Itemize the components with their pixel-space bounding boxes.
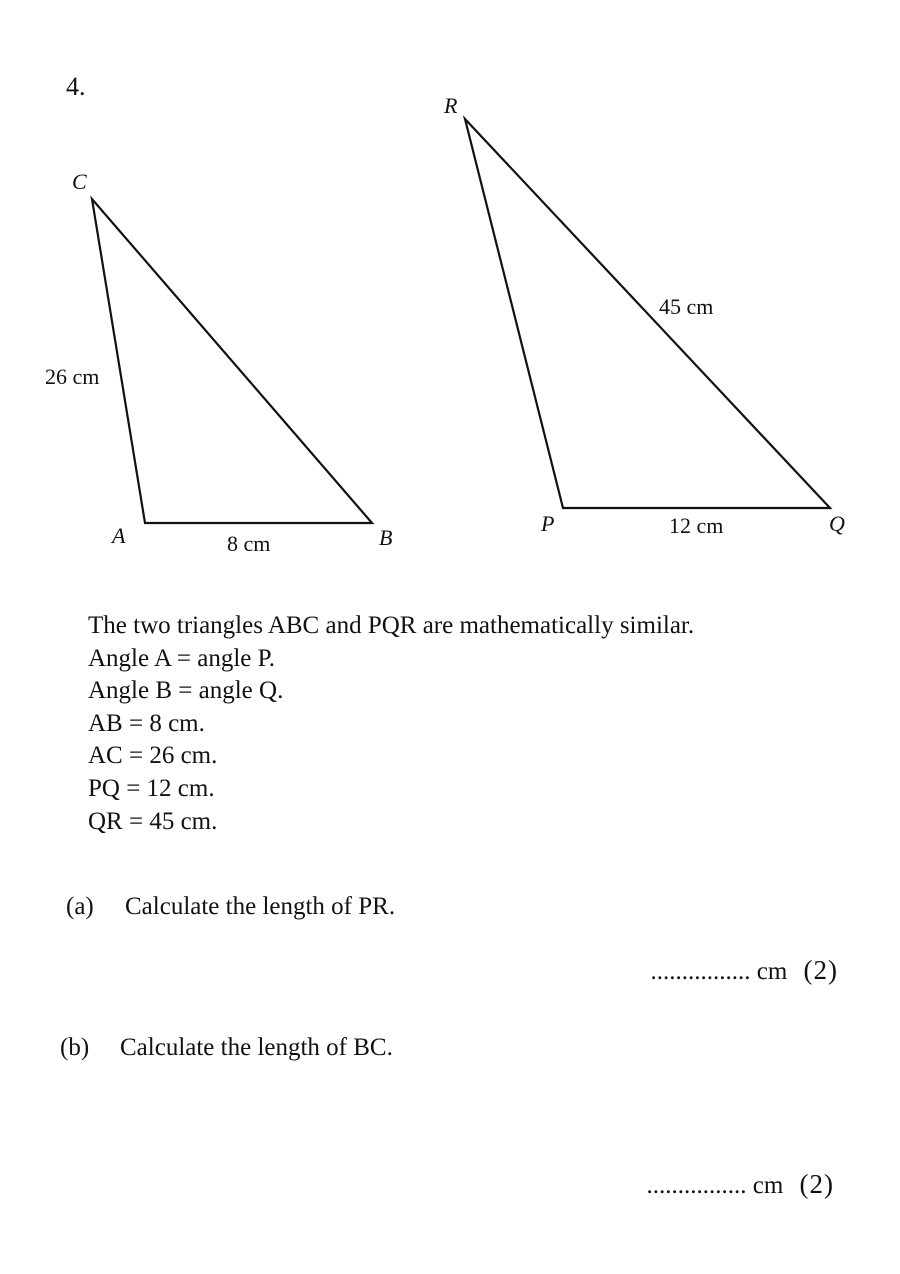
part-a-marks: (2) bbox=[803, 955, 838, 985]
info-line: The two triangles ABC and PQR are mathematically similar. bbox=[88, 612, 695, 639]
part-b-answer-line bbox=[646, 1169, 834, 1200]
info-line: PQ = 12 cm. bbox=[88, 774, 215, 802]
side-label-qr: 45 cm bbox=[659, 294, 714, 319]
vertex-label-r: R bbox=[444, 93, 458, 118]
vertex-label-c: C bbox=[72, 169, 87, 194]
info-line: AC = 26 cm. bbox=[88, 742, 218, 770]
similar-triangles-diagram bbox=[0, 0, 900, 600]
part-b-answer-unit: cm bbox=[752, 1172, 784, 1199]
info-line: QR = 45 cm. bbox=[88, 807, 218, 835]
info-line: Angle A = angle P. bbox=[88, 644, 276, 672]
part-a-question: Calculate the length of PR. bbox=[125, 893, 396, 920]
vertex-label-p: P bbox=[541, 511, 555, 536]
part-a-answer-unit: cm bbox=[756, 958, 788, 985]
vertex-label-a: A bbox=[112, 523, 126, 548]
part-b-question: Calculate the length of BC. bbox=[120, 1034, 393, 1061]
part-b-marks: (2) bbox=[799, 1169, 834, 1199]
vertex-label-q: Q bbox=[829, 511, 845, 536]
part-a-answer-blank[interactable]: ................ bbox=[650, 958, 751, 985]
triangle-abc bbox=[92, 199, 372, 523]
side-label-ac: 26 cm bbox=[45, 364, 100, 389]
vertex-label-b: B bbox=[379, 525, 393, 550]
triangle-pqr bbox=[465, 119, 830, 508]
part-a-answer-line bbox=[650, 955, 838, 986]
info-line: Angle B = angle Q. bbox=[88, 677, 284, 705]
part-b-label: (b) bbox=[60, 1034, 90, 1061]
question-number: 4. bbox=[66, 72, 86, 101]
part-a-label: (a) bbox=[66, 893, 94, 920]
part-b-answer-blank[interactable]: ................ bbox=[646, 1172, 747, 1199]
side-label-ab: 8 cm bbox=[227, 531, 271, 556]
question-information bbox=[88, 610, 694, 838]
side-label-pq: 12 cm bbox=[669, 513, 724, 538]
info-line: AB = 8 cm. bbox=[88, 709, 205, 737]
